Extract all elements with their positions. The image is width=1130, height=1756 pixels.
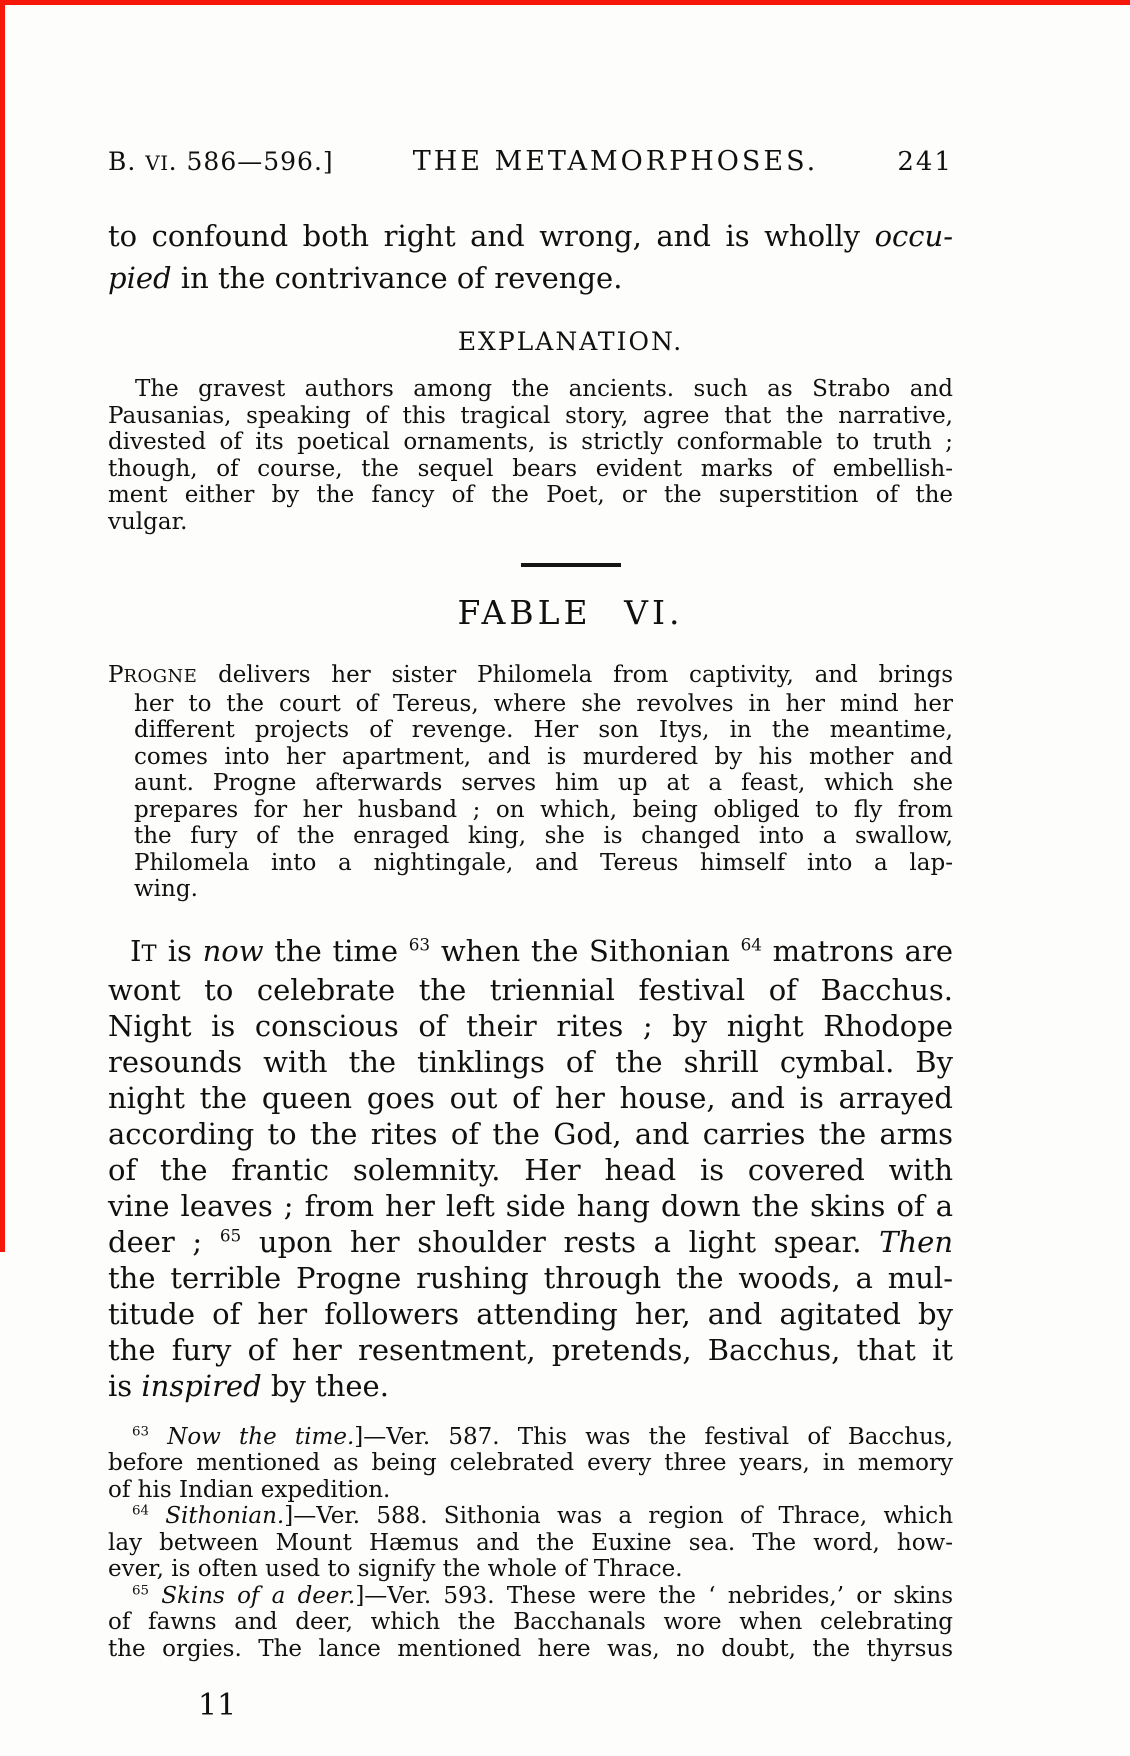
text-line: $^{64}$ Sithonian.]—Ver. 588. Sithonia was a region of Thrace, which xyxy=(132,1503,954,1529)
text-line: is inspired by thee. xyxy=(108,1368,389,1403)
text-line: Night is conscious of their rites ; by night Rhodope xyxy=(108,1008,953,1043)
footnotes-block xyxy=(108,1424,953,1663)
text-line: according to the rites of the God, and carries the arms xyxy=(108,1116,953,1151)
page-content xyxy=(108,0,953,1723)
text-line: prepares for her husband ; on which, being obliged to fly from xyxy=(134,796,953,823)
text-line: The gravest authors among the ancients. such as Strabo and xyxy=(135,376,953,402)
fable-summary-paragraph xyxy=(108,662,953,903)
explanation-paragraph xyxy=(108,376,953,535)
text-line: the fury of the enraged king, she is changed into a swallow, xyxy=(134,823,953,849)
text-line: PROGNE delivers her sister Philomela from captivity, and brings xyxy=(108,662,953,688)
text-line: $^{65}$ Skins of a deer.]—Ver. 593. These were the ‘ nebrides,’ or skins xyxy=(132,1582,953,1609)
text-line: vine leaves ; from her left side hang down the skins of a xyxy=(108,1188,953,1223)
explanation-heading: EXPLANATION. xyxy=(457,327,684,356)
text-line: Philomela into a nightingale, and Tereus himself into a lap- xyxy=(134,849,953,876)
text-line: though, of course, the sequel bears evident marks of embellish- xyxy=(108,455,953,482)
header-running-title: THE METAMORPHOSES. xyxy=(412,146,819,177)
text-line: pied in the contrivance of revenge. xyxy=(108,261,623,295)
footnote-63 xyxy=(108,1424,953,1504)
text-line: titude of her followers attending her, and agitated by xyxy=(108,1296,953,1331)
intro-paragraph xyxy=(108,215,953,299)
text-line: the orgies. The lance mentioned here was, no doubt, the thyrsus xyxy=(108,1635,953,1662)
text-line: the terrible Progne rushing through the woods, a mul- xyxy=(108,1260,953,1295)
signature-mark: 11 xyxy=(198,1688,237,1723)
body-paragraph xyxy=(108,933,953,1404)
text-line: divested of its poetical ornaments, is strictly conformable to truth ; xyxy=(108,429,953,455)
text-line: ment either by the fancy of the Poet, or the superstition of the xyxy=(108,482,953,508)
text-line: vulgar. xyxy=(108,508,188,535)
text-line: lay between Mount Hæmus and the Euxine sea. The word, how- xyxy=(108,1529,953,1556)
section-divider-rule xyxy=(521,563,621,567)
scan-edge-left-red-line xyxy=(0,0,5,1252)
text-line: comes into her apartment, and is murdered by his mother and xyxy=(134,743,953,770)
footnote-65 xyxy=(108,1583,953,1663)
page-header xyxy=(108,146,953,177)
header-book-line-ref: B. VI. 586—596.] xyxy=(108,147,334,176)
text-line: night the queen goes out of her house, and is arrayed xyxy=(108,1080,953,1115)
text-line: IT is now the time $^{63}$ when the Sithonian $^{64}$ matrons are xyxy=(130,933,953,968)
fable-heading: FABLE VI. xyxy=(457,593,684,632)
text-line: Pausanias, speaking of this tragical story, agree that the narrative, xyxy=(108,402,953,429)
text-line: of the frantic solemnity. Her head is covered with xyxy=(108,1152,953,1187)
text-line: her to the court of Tereus, where she revolves in her mind her xyxy=(134,690,953,717)
text-line: of his Indian expedition. xyxy=(108,1476,391,1503)
header-page-number: 241 xyxy=(897,147,953,177)
text-line: ever, is often used to signify the whole of Thrace. xyxy=(108,1556,683,1582)
text-line: wont to celebrate the triennial festival of Bacchus. xyxy=(108,972,953,1007)
text-line: $^{63}$ Now the time.]—Ver. 587. This was the festival of Bacchus, xyxy=(132,1423,954,1450)
text-line: the fury of her resentment, pretends, Bacchus, that it xyxy=(108,1332,953,1367)
footnote-64 xyxy=(108,1503,953,1583)
text-line: wing. xyxy=(134,876,198,902)
text-line: of fawns and deer, which the Bacchanals wore when celebrating xyxy=(108,1609,953,1635)
text-line: resounds with the tinklings of the shrill cymbal. By xyxy=(108,1044,953,1079)
text-line: different projects of revenge. Her son Itys, in the meantime, xyxy=(134,717,953,743)
text-line: to confound both right and wrong, and is wholly occu- xyxy=(108,219,953,253)
text-line: before mentioned as being celebrated every three years, in memory xyxy=(108,1450,953,1476)
text-line: deer ; $^{65}$ upon her shoulder rests a light spear. Then xyxy=(108,1224,953,1259)
text-line: aunt. Progne afterwards serves him up at a feast, which she xyxy=(134,770,953,796)
